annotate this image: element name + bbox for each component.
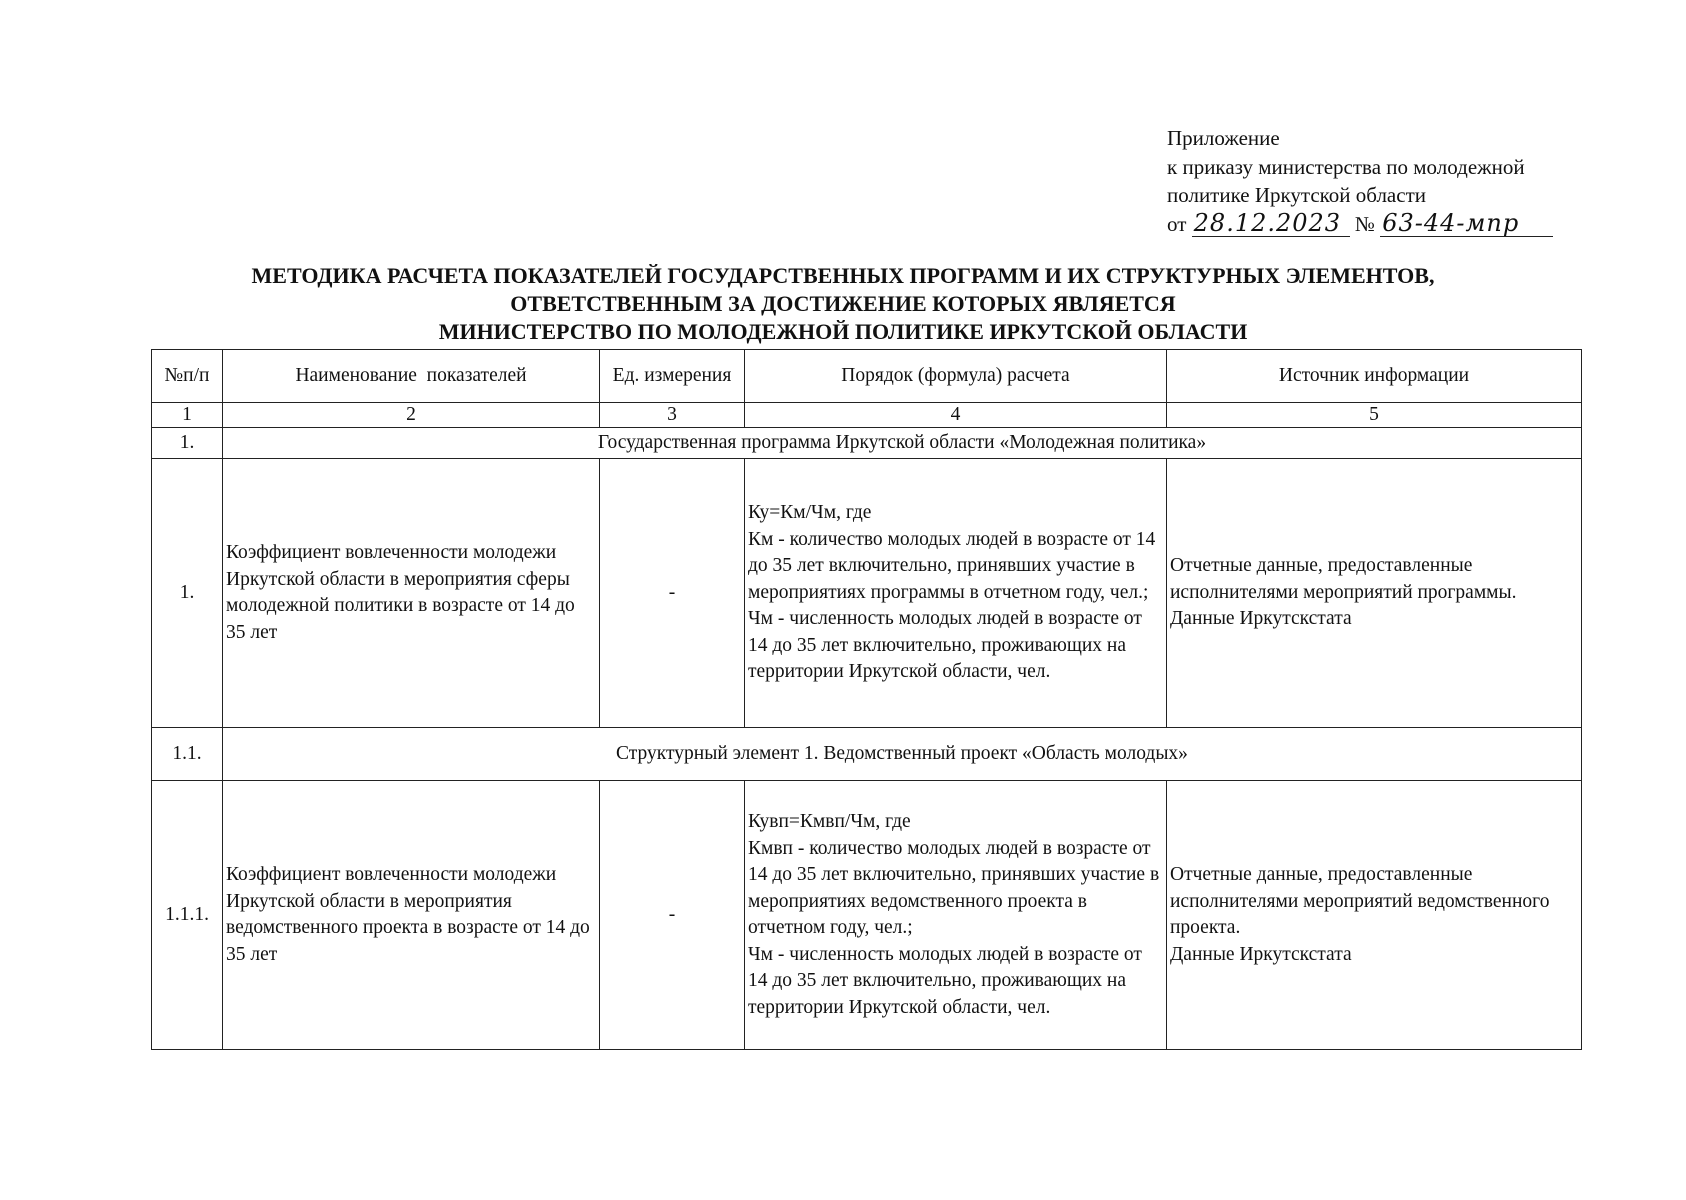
indicator-formula <box>745 459 1167 728</box>
indicator-source <box>1167 781 1582 1050</box>
number-label: № <box>1354 211 1375 236</box>
col-number: 3 <box>600 403 745 428</box>
source-line: Данные Иркутскстата <box>1170 608 1352 630</box>
col-number: 2 <box>223 403 600 428</box>
row-num: 1.1.1. <box>152 781 223 1050</box>
table-row <box>152 781 1582 1050</box>
order-number: 63-44-мпр <box>1380 210 1553 237</box>
section-row <box>152 428 1582 459</box>
section-row <box>152 728 1582 781</box>
table-header-row <box>152 350 1582 403</box>
source-line: Отчетные данные, предоставленные исполнителями мероприятий ведомственного проекта. <box>1170 864 1550 938</box>
indicators-table <box>151 349 1582 1050</box>
section-title: Структурный элемент 1. Ведомственный проект «Область молодых» <box>223 728 1582 781</box>
header-source: Источник информации <box>1167 350 1582 403</box>
section-title: Государственная программа Иркутской области «Молодежная политика» <box>223 428 1582 459</box>
title-line-3: МИНИСТЕРСТВО ПО МОЛОДЕЖНОЙ ПОЛИТИКЕ ИРКУТСКОЙ ОБЛАСТИ <box>438 319 1248 344</box>
order-date: 28.12.2023 <box>1192 210 1350 237</box>
formula-line: Чм - численность молодых людей в возрасте от 14 до 35 лет включительно, проживающих на территории Иркутской области, чел. <box>748 608 1142 683</box>
col-number: 4 <box>745 403 1167 428</box>
from-label: от <box>1167 211 1187 236</box>
appendix-line-3: политике Иркутской области <box>1167 183 1426 207</box>
section-num: 1.1. <box>152 728 223 781</box>
header-formula: Порядок (формула) расчета <box>745 350 1167 403</box>
indicator-name: Коэффициент вовлеченности молодежи Иркутской области в мероприятия сферы молодежной политики в возрасте от 14 до 35 лет <box>223 459 600 728</box>
source-line: Данные Иркутскстата <box>1170 943 1352 965</box>
row-num: 1. <box>152 459 223 728</box>
formula-line: Км - количество молодых людей в возрасте от 14 до 35 лет включительно, принявших участие в мероприятиях программы в отчетном году, чел.; <box>748 528 1156 603</box>
indicator-source <box>1167 459 1582 728</box>
indicator-unit: - <box>600 459 745 728</box>
appendix-block <box>1167 124 1637 238</box>
appendix-line-2: к приказу министерства по молодежной <box>1167 154 1525 179</box>
header-num: №п/п <box>152 350 223 403</box>
appendix-date-line <box>1167 210 1637 239</box>
header-name: Наименование показателей <box>223 350 600 403</box>
col-number: 1 <box>152 403 223 428</box>
indicator-unit: - <box>600 781 745 1050</box>
appendix-line-1: Приложение <box>1167 126 1280 150</box>
column-number-row <box>152 403 1582 428</box>
indicator-name: Коэффициент вовлеченности молодежи Иркутской области в мероприятия ведомственного проекта в возрасте от 14 до 35 лет <box>223 781 600 1050</box>
formula-line: Кмвп - количество молодых людей в возрасте от 14 до 35 лет включительно, принявших участие в мероприятиях ведомственного проекта в отчетном году, чел.; <box>748 837 1160 938</box>
formula-line: Чм - численность молодых людей в возрасте от 14 до 35 лет включительно, проживающих на территории Иркутской области, чел. <box>748 943 1142 1018</box>
formula-line: Ку=Км/Чм, где <box>748 502 872 524</box>
source-line: Отчетные данные, предоставленные исполнителями мероприятий программы. <box>1170 555 1517 603</box>
formula-line: Кувп=Кмвп/Чм, где <box>748 811 911 832</box>
title-line-2: ОТВЕТСТВЕННЫМ ЗА ДОСТИЖЕНИЕ КОТОРЫХ ЯВЛЯЕТСЯ <box>510 291 1176 316</box>
header-unit: Ед. измерения <box>600 350 745 403</box>
section-num: 1. <box>152 428 223 459</box>
title-line-1: МЕТОДИКА РАСЧЕТА ПОКАЗАТЕЛЕЙ ГОСУДАРСТВЕННЫХ ПРОГРАММ И ИХ СТРУКТУРНЫХ ЭЛЕМЕНТОВ, <box>251 263 1435 288</box>
document-title <box>150 262 1536 346</box>
table-row <box>152 459 1582 728</box>
indicator-formula <box>745 781 1167 1050</box>
col-number: 5 <box>1167 403 1582 428</box>
